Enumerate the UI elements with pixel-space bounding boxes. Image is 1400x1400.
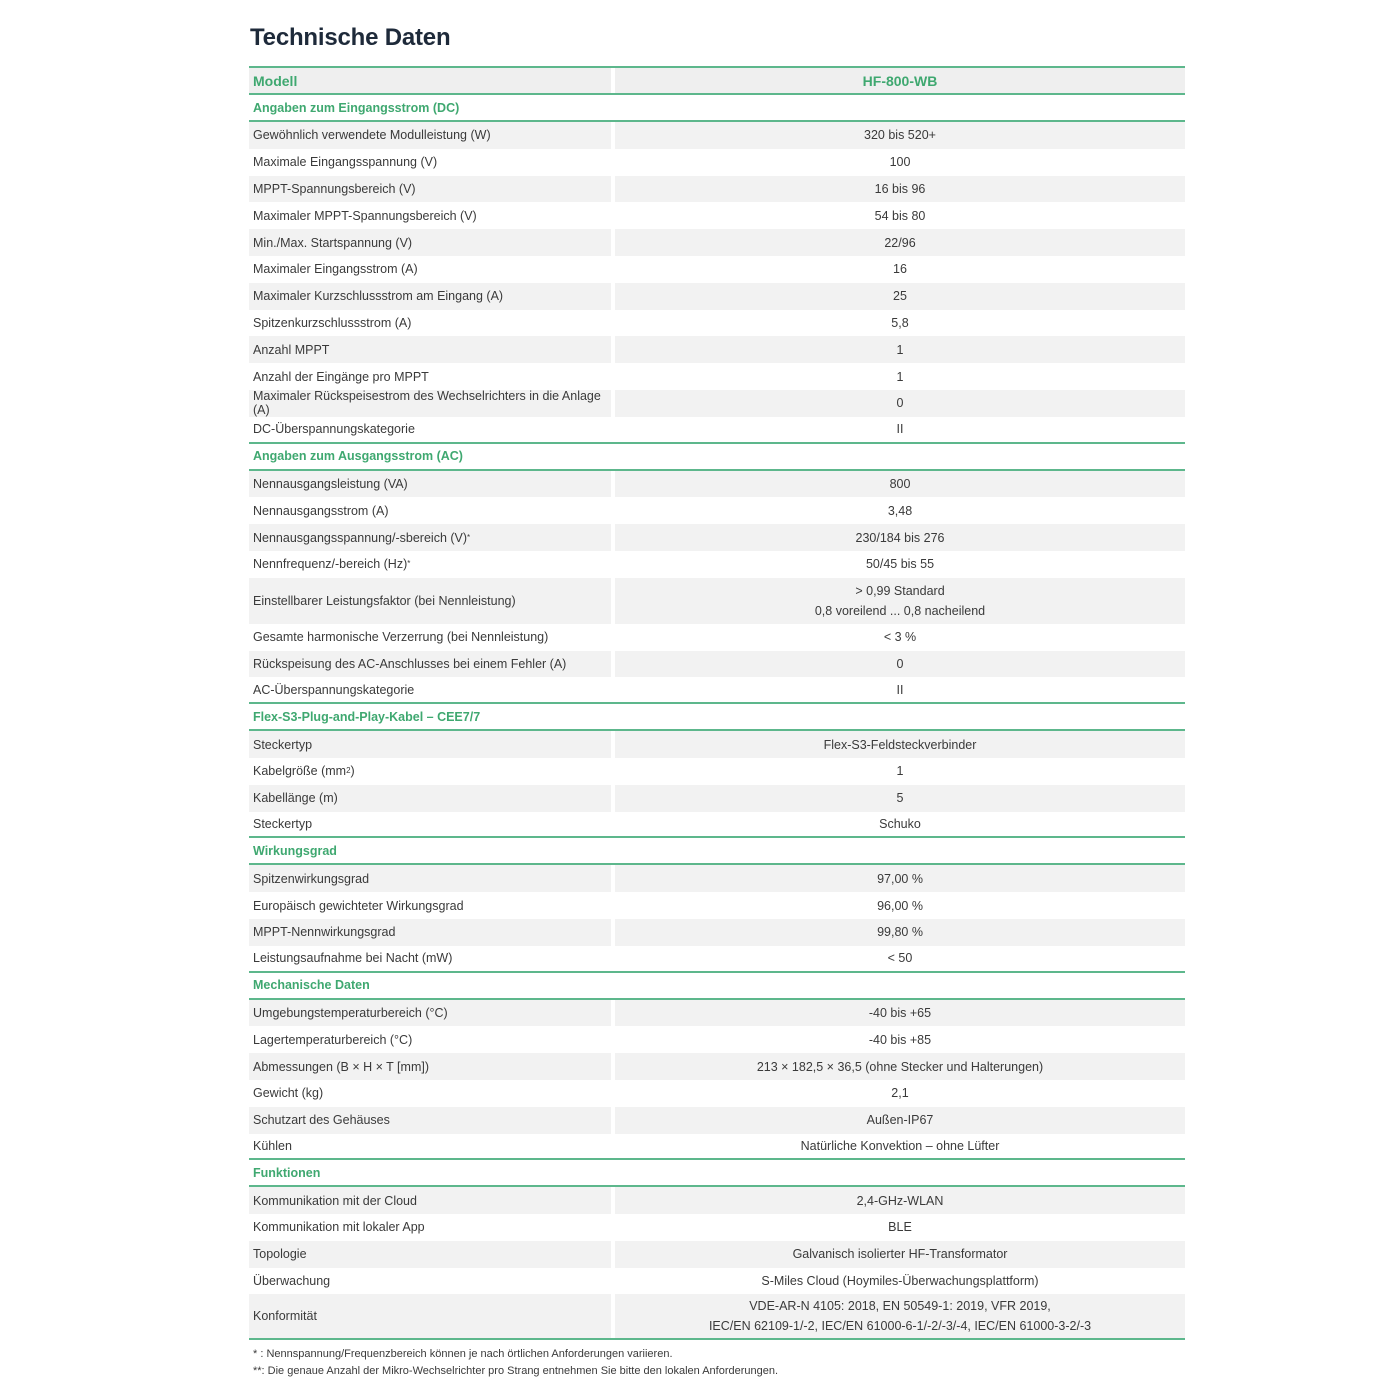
row-value	[615, 731, 1185, 758]
row-label	[249, 865, 611, 892]
table-row	[249, 1026, 1185, 1053]
table-row	[249, 624, 1185, 651]
table-row	[249, 471, 1185, 498]
row-value	[615, 202, 1185, 229]
row-label	[249, 1026, 611, 1053]
row-value-line: II	[896, 422, 904, 437]
row-value-line: IEC/EN 62109-1/-2, IEC/EN 61000-6-1/-2/-3/-4, IEC/EN 61000-3-2/-3	[708, 1319, 1092, 1334]
section-header	[249, 973, 1185, 1000]
page-title: Technische Daten	[250, 24, 451, 51]
table-row	[249, 363, 1185, 390]
row-value-line: -40 bis +65	[868, 1005, 932, 1020]
section-header	[249, 1160, 1185, 1187]
table-row	[249, 651, 1185, 678]
row-label	[249, 1000, 611, 1027]
row-value	[615, 256, 1185, 283]
row-value-line: 54 bis 80	[874, 208, 926, 223]
row-value-line: S-Miles Cloud (Hoymiles-Überwachungsplattform)	[761, 1274, 1039, 1289]
row-label-text: Rückspeisung des AC-Anschlusses bei einem Fehler (A)	[253, 656, 567, 671]
row-label	[249, 677, 611, 702]
row-value	[615, 497, 1185, 524]
row-value	[615, 310, 1185, 337]
row-label-text: Maximaler Rückspeisestrom des Wechselrichters in die Anlage (A)	[253, 389, 601, 418]
row-value-line: 16	[893, 262, 907, 277]
row-value-line: < 50	[887, 951, 913, 966]
row-label-text: Europäisch gewichteter Wirkungsgrad	[253, 898, 464, 913]
row-value-line: Galvanisch isolierter HF-Transformator	[792, 1247, 1008, 1262]
row-value	[615, 758, 1185, 785]
table-row	[249, 1268, 1185, 1295]
row-value	[615, 785, 1185, 812]
row-value-line: 2,1	[891, 1086, 909, 1101]
row-value-line: BLE	[888, 1220, 912, 1235]
spec-table	[249, 66, 1185, 1340]
row-label	[249, 149, 611, 176]
table-row	[249, 417, 1185, 444]
row-value	[615, 892, 1185, 919]
table-row	[249, 149, 1185, 176]
table-row	[249, 946, 1185, 973]
row-value-line: 22/96	[884, 235, 916, 250]
row-value-line: 1	[896, 764, 904, 779]
table-row	[249, 812, 1185, 839]
section-header	[249, 444, 1185, 471]
row-value-line: Schuko	[879, 816, 921, 831]
section-title: Wirkungsgrad	[253, 843, 337, 858]
row-value	[615, 624, 1185, 651]
section-title: Mechanische Daten	[253, 978, 370, 993]
row-label	[249, 1187, 611, 1214]
row-label-text: Nennausgangsstrom (A)	[253, 503, 389, 518]
row-value-line: 96,00 %	[877, 898, 923, 913]
row-label	[249, 919, 611, 946]
row-value	[615, 1134, 1185, 1159]
row-value-line: > 0,99 Standard	[855, 583, 945, 598]
row-value	[615, 176, 1185, 203]
row-label	[249, 785, 611, 812]
row-label: Nennausgangsspannung/-sbereich (V) *	[249, 524, 611, 551]
row-label	[249, 1107, 611, 1134]
model-value: HF-800-WB	[615, 68, 1185, 93]
row-value	[615, 390, 1185, 417]
row-label	[249, 731, 611, 758]
table-row	[249, 892, 1185, 919]
row-value-line: 800	[889, 476, 911, 491]
table-row	[249, 524, 1185, 551]
table-row	[249, 229, 1185, 256]
table-row	[249, 919, 1185, 946]
table-row	[249, 677, 1185, 704]
row-label-text: Kommunikation mit der Cloud	[253, 1193, 417, 1208]
row-value	[615, 1214, 1185, 1241]
row-label	[249, 176, 611, 203]
row-label-text: Anzahl MPPT	[253, 342, 330, 357]
row-value	[615, 229, 1185, 256]
table-row	[249, 785, 1185, 812]
row-value	[615, 919, 1185, 946]
table-row	[249, 731, 1185, 758]
row-label-text: AC-Überspannungskategorie	[253, 682, 415, 697]
row-label-text: Kabellänge (m)	[253, 791, 338, 806]
row-value-line: 2,4-GHz-WLAN	[856, 1193, 944, 1208]
table-row	[249, 865, 1185, 892]
row-value-line: 5,8	[891, 315, 909, 330]
section-title: Funktionen	[253, 1165, 321, 1180]
row-label-text: Überwachung	[253, 1274, 331, 1289]
table-row	[249, 202, 1185, 229]
row-value-line: Natürliche Konvektion – ohne Lüfter	[800, 1138, 1000, 1153]
row-label-text: Maximale Eingangsspannung (V)	[253, 155, 438, 170]
row-label-text: Steckertyp	[253, 737, 313, 752]
model-header-row	[249, 66, 1185, 95]
row-value-line: 320 bis 520+	[864, 128, 936, 143]
table-row	[249, 1053, 1185, 1080]
row-label-text: Maximaler Eingangsstrom (A)	[253, 262, 418, 277]
section-title: Flex-S3-Plug-and-Play-Kabel – CEE7/7	[253, 709, 481, 724]
section-title: Angaben zum Ausgangsstrom (AC)	[253, 449, 463, 464]
table-row	[249, 176, 1185, 203]
row-label	[249, 1294, 611, 1338]
table-row	[249, 336, 1185, 363]
row-label	[249, 122, 611, 149]
row-label	[249, 812, 611, 837]
table-row	[249, 1294, 1185, 1340]
row-label-text: Leistungsaufnahme bei Nacht (mW)	[253, 951, 453, 966]
row-label-text: Umgebungstemperaturbereich (°C)	[253, 1005, 448, 1020]
row-value	[615, 651, 1185, 678]
row-label-text: Kabelgröße (mm	[253, 764, 347, 779]
row-label-text: Lagertemperaturbereich (°C)	[253, 1032, 413, 1047]
row-label	[249, 390, 611, 417]
row-label	[249, 1134, 611, 1159]
table-row	[249, 578, 1185, 624]
row-label-text: Nennausgangsleistung (VA)	[253, 476, 408, 491]
row-value-line: 0	[896, 656, 904, 671]
row-value-line: < 3 %	[883, 630, 917, 645]
row-label: Nennfrequenz/-bereich (Hz) *	[253, 557, 411, 572]
row-value-line: Außen-IP67	[866, 1113, 934, 1128]
section-header	[249, 95, 1185, 122]
row-label-text: DC-Überspannungskategorie	[253, 422, 415, 437]
row-value	[615, 677, 1185, 702]
row-label	[249, 624, 611, 651]
row-value-line: II	[896, 682, 904, 697]
row-value-line: 3,48	[887, 503, 913, 518]
row-label-text: Anzahl der Eingänge pro MPPT	[253, 369, 429, 384]
row-value	[615, 1000, 1185, 1027]
table-row	[249, 497, 1185, 524]
footnote-line: **: Die genaue Anzahl der Mikro-Wechselrichter pro Strang entnehmen Sie bitte den lokalen Anforderungen.	[253, 1365, 779, 1377]
section-title: Angaben zum Eingangsstrom (DC)	[253, 100, 460, 115]
row-label-text: Konformität	[253, 1309, 317, 1324]
row-value	[615, 283, 1185, 310]
table-row	[249, 122, 1185, 149]
row-label	[249, 1241, 611, 1268]
row-value-line: 230/184 bis 276	[855, 530, 945, 545]
row-label-text: Gewöhnlich verwendete Modulleistung (W)	[253, 128, 491, 143]
row-label	[249, 283, 611, 310]
row-label-text: Kühlen	[253, 1138, 292, 1153]
row-value-line: 16 bis 96	[874, 181, 926, 196]
row-label-text: Maximaler Kurzschlussstrom am Eingang (A)	[253, 289, 504, 304]
row-label	[249, 229, 611, 256]
row-value-line: 1	[896, 342, 904, 357]
row-label	[249, 336, 611, 363]
row-value	[615, 471, 1185, 498]
row-label	[249, 578, 611, 624]
table-row	[249, 283, 1185, 310]
row-label-suffix: )	[350, 764, 355, 779]
row-value	[615, 865, 1185, 892]
row-value	[615, 417, 1185, 442]
row-label-text: Topologie	[253, 1247, 307, 1262]
row-value-line: VDE-AR-N 4105: 2018, EN 50549-1: 2019, VFR 2019,	[749, 1299, 1051, 1314]
row-label-text: Nennfrequenz/-bereich (Hz)	[253, 557, 408, 572]
row-value	[615, 524, 1185, 551]
table-row	[249, 256, 1185, 283]
row-value	[615, 363, 1185, 390]
row-value-line: -40 bis +85	[868, 1032, 932, 1047]
row-label	[249, 417, 611, 442]
model-label: Modell	[249, 68, 611, 93]
table-row	[249, 1134, 1185, 1161]
row-label-text: MPPT-Spannungsbereich (V)	[253, 181, 416, 196]
row-label	[249, 946, 611, 971]
row-value-line: 97,00 %	[877, 871, 923, 886]
footnotes	[253, 1346, 778, 1380]
row-label-text: Gewicht (kg)	[253, 1086, 324, 1101]
section-header	[249, 838, 1185, 865]
footnote-line: * : Nennspannung/Frequenzbereich können je nach örtlichen Anforderungen variieren.	[253, 1348, 673, 1360]
row-value-line: 100	[889, 155, 911, 170]
row-label-text: Maximaler MPPT-Spannungsbereich (V)	[253, 208, 477, 223]
table-row	[249, 1107, 1185, 1134]
table-row	[249, 551, 1185, 578]
row-label	[249, 1080, 611, 1107]
row-label-text: Abmessungen (B × H × T [mm])	[253, 1059, 429, 1074]
row-label-text: Kommunikation mit lokaler App	[253, 1220, 425, 1235]
row-value	[615, 1026, 1185, 1053]
row-label	[249, 202, 611, 229]
table-row	[249, 1241, 1185, 1268]
row-label-text: Min./Max. Startspannung (V)	[253, 235, 413, 250]
row-label-text: Einstellbarer Leistungsfaktor (bei Nennleistung)	[253, 593, 516, 608]
row-value-line: 50/45 bis 55	[865, 557, 935, 572]
row-value	[615, 946, 1185, 971]
row-value-line: 1	[896, 369, 904, 384]
row-value	[615, 1107, 1185, 1134]
row-label	[249, 1053, 611, 1080]
row-value	[615, 1241, 1185, 1268]
table-row	[249, 758, 1185, 785]
row-label	[249, 892, 611, 919]
row-label-text: Schutzart des Gehäuses	[253, 1113, 390, 1128]
row-value	[615, 1080, 1185, 1107]
row-label	[249, 256, 611, 283]
row-label-text: Gesamte harmonische Verzerrung (bei Nennleistung)	[253, 630, 549, 645]
table-row	[249, 1080, 1185, 1107]
row-label-text: Nennausgangsspannung/-sbereich (V)	[253, 530, 468, 545]
row-label	[249, 471, 611, 498]
row-value	[615, 578, 1185, 624]
row-value	[615, 1268, 1185, 1295]
row-value	[615, 122, 1185, 149]
row-value	[615, 812, 1185, 837]
section-header	[249, 704, 1185, 731]
row-label	[249, 651, 611, 678]
row-label	[249, 497, 611, 524]
row-value-line: 99,80 %	[877, 925, 923, 940]
row-value	[615, 1053, 1185, 1080]
table-row	[249, 310, 1185, 337]
row-label	[249, 1214, 611, 1241]
row-label	[249, 1268, 611, 1295]
row-value-line: 25	[893, 289, 907, 304]
row-label	[249, 363, 611, 390]
row-label-text: Spitzenwirkungsgrad	[253, 871, 370, 886]
row-label-text: MPPT-Nennwirkungsgrad	[253, 925, 396, 940]
row-value	[615, 336, 1185, 363]
row-value-line: Flex-S3-Feldsteckverbinder	[823, 737, 977, 752]
table-row	[249, 390, 1185, 417]
row-value	[615, 551, 1185, 578]
row-value	[615, 1294, 1185, 1338]
row-label: Kabelgröße (mm 2 )	[253, 764, 355, 779]
row-value-line: 213 × 182,5 × 36,5 (ohne Stecker und Halterungen)	[756, 1059, 1044, 1074]
row-value	[615, 1187, 1185, 1214]
table-row	[249, 1214, 1185, 1241]
row-value	[615, 149, 1185, 176]
table-row	[249, 1000, 1185, 1027]
row-label-text: Spitzenkurzschlussstrom (A)	[253, 315, 412, 330]
row-label-text: Steckertyp	[253, 816, 313, 831]
row-value-line: 5	[896, 791, 904, 806]
table-row	[249, 1187, 1185, 1214]
row-value-line: 0,8 voreilend ... 0,8 nacheilend	[814, 603, 986, 618]
row-label	[249, 310, 611, 337]
row-value-line: 0	[896, 396, 904, 411]
